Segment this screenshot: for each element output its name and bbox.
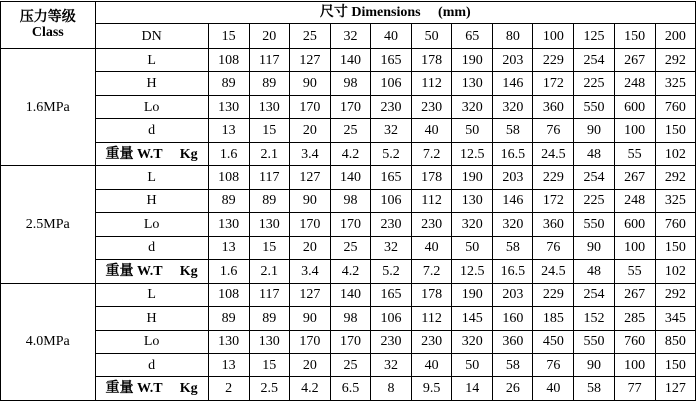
value-cell: 32 xyxy=(371,119,412,142)
value-cell: 117 xyxy=(249,283,289,306)
dimension-label: Lo xyxy=(95,213,208,236)
value-cell: 140 xyxy=(330,283,370,306)
value-cell: 360 xyxy=(533,95,574,118)
value-cell: 112 xyxy=(412,307,452,330)
dimensions-table xyxy=(0,1,696,401)
value-cell: 170 xyxy=(289,95,330,118)
value-cell: 130 xyxy=(208,95,249,118)
table-body xyxy=(1,2,696,401)
value-cell: 89 xyxy=(249,189,289,212)
dn-size-cell: 125 xyxy=(574,24,614,48)
value-cell: 58 xyxy=(493,236,533,259)
value-cell: 127 xyxy=(289,48,330,71)
value-cell: 90 xyxy=(289,307,330,330)
value-cell: 320 xyxy=(493,95,533,118)
header-row xyxy=(1,2,696,24)
value-cell: 230 xyxy=(371,330,412,353)
value-cell: 130 xyxy=(249,330,289,353)
dn-size-cell: 65 xyxy=(452,24,493,48)
value-cell: 248 xyxy=(614,72,655,95)
dimension-label: L xyxy=(95,48,208,71)
weight-label: 重量 W.T Kg xyxy=(95,377,208,401)
dimension-label: Lo xyxy=(95,330,208,353)
dn-size-cell: 32 xyxy=(330,24,370,48)
value-cell: 230 xyxy=(371,95,412,118)
value-cell: 170 xyxy=(289,330,330,353)
table-row xyxy=(1,213,696,236)
value-cell: 550 xyxy=(574,213,614,236)
value-cell: 225 xyxy=(574,72,614,95)
value-cell: 285 xyxy=(614,307,655,330)
dimension-label: Lo xyxy=(95,95,208,118)
value-cell: 40 xyxy=(533,377,574,401)
value-cell: 108 xyxy=(208,48,249,71)
value-cell: 170 xyxy=(330,95,370,118)
value-cell: 55 xyxy=(614,142,655,165)
value-cell: 9.5 xyxy=(412,377,452,401)
value-cell: 150 xyxy=(655,236,695,259)
value-cell: 15 xyxy=(249,354,289,377)
value-cell: 26 xyxy=(493,377,533,401)
value-cell: 760 xyxy=(655,213,695,236)
dimension-label: d xyxy=(95,236,208,259)
dimension-label: L xyxy=(95,283,208,306)
value-cell: 292 xyxy=(655,48,695,71)
value-cell: 140 xyxy=(330,48,370,71)
value-cell: 89 xyxy=(208,72,249,95)
value-cell: 450 xyxy=(533,330,574,353)
value-cell: 254 xyxy=(574,166,614,189)
value-cell: 25 xyxy=(330,236,370,259)
value-cell: 13 xyxy=(208,119,249,142)
value-cell: 600 xyxy=(614,95,655,118)
value-cell: 102 xyxy=(655,260,695,283)
value-cell: 58 xyxy=(493,119,533,142)
value-cell: 760 xyxy=(655,95,695,118)
value-cell: 15 xyxy=(249,236,289,259)
value-cell: 13 xyxy=(208,354,249,377)
value-cell: 40 xyxy=(412,119,452,142)
value-cell: 90 xyxy=(574,119,614,142)
value-cell: 20 xyxy=(289,236,330,259)
table-row xyxy=(1,48,696,71)
value-cell: 25 xyxy=(330,354,370,377)
dimension-label: H xyxy=(95,72,208,95)
value-cell: 89 xyxy=(208,307,249,330)
value-cell: 267 xyxy=(614,48,655,71)
value-cell: 76 xyxy=(533,236,574,259)
value-cell: 165 xyxy=(371,283,412,306)
value-cell: 130 xyxy=(249,95,289,118)
weight-label: 重量 W.T Kg xyxy=(95,142,208,165)
dn-size-cell: 100 xyxy=(533,24,574,48)
dn-row xyxy=(1,24,696,48)
value-cell: 229 xyxy=(533,166,574,189)
value-cell: 90 xyxy=(289,189,330,212)
value-cell: 127 xyxy=(289,166,330,189)
value-cell: 20 xyxy=(289,354,330,377)
dimension-label: H xyxy=(95,189,208,212)
value-cell: 203 xyxy=(493,166,533,189)
table-row xyxy=(1,142,696,165)
value-cell: 32 xyxy=(371,236,412,259)
value-cell: 90 xyxy=(574,236,614,259)
value-cell: 225 xyxy=(574,189,614,212)
value-cell: 267 xyxy=(614,283,655,306)
value-cell: 76 xyxy=(533,354,574,377)
value-cell: 172 xyxy=(533,72,574,95)
value-cell: 2.1 xyxy=(249,142,289,165)
table-row xyxy=(1,307,696,330)
value-cell: 178 xyxy=(412,48,452,71)
value-cell: 117 xyxy=(249,48,289,71)
value-cell: 190 xyxy=(452,48,493,71)
value-cell: 4.2 xyxy=(289,377,330,401)
value-cell: 15 xyxy=(249,119,289,142)
value-cell: 320 xyxy=(452,213,493,236)
table-row xyxy=(1,260,696,283)
value-cell: 12.5 xyxy=(452,142,493,165)
value-cell: 152 xyxy=(574,307,614,330)
value-cell: 230 xyxy=(412,95,452,118)
value-cell: 90 xyxy=(574,354,614,377)
value-cell: 117 xyxy=(249,166,289,189)
value-cell: 50 xyxy=(452,119,493,142)
value-cell: 230 xyxy=(371,213,412,236)
value-cell: 165 xyxy=(371,48,412,71)
value-cell: 5.2 xyxy=(371,260,412,283)
value-cell: 8 xyxy=(371,377,412,401)
value-cell: 230 xyxy=(412,213,452,236)
value-cell: 130 xyxy=(452,72,493,95)
value-cell: 550 xyxy=(574,330,614,353)
value-cell: 178 xyxy=(412,166,452,189)
value-cell: 172 xyxy=(533,189,574,212)
value-cell: 600 xyxy=(614,213,655,236)
value-cell: 14 xyxy=(452,377,493,401)
value-cell: 1.6 xyxy=(208,260,249,283)
value-cell: 98 xyxy=(330,189,370,212)
value-cell: 77 xyxy=(614,377,655,401)
value-cell: 1.6 xyxy=(208,142,249,165)
value-cell: 160 xyxy=(493,307,533,330)
pressure-class-cell: 4.0MPa xyxy=(1,283,96,400)
value-cell: 58 xyxy=(574,377,614,401)
value-cell: 112 xyxy=(412,72,452,95)
value-cell: 108 xyxy=(208,166,249,189)
value-cell: 170 xyxy=(330,213,370,236)
pressure-class-cell: 2.5MPa xyxy=(1,166,96,283)
dn-size-cell: 80 xyxy=(493,24,533,48)
table-row xyxy=(1,119,696,142)
dn-size-cell: 40 xyxy=(371,24,412,48)
value-cell: 130 xyxy=(452,189,493,212)
value-cell: 20 xyxy=(289,119,330,142)
value-cell: 165 xyxy=(371,166,412,189)
value-cell: 254 xyxy=(574,48,614,71)
dn-label: DN xyxy=(95,24,208,48)
value-cell: 4.2 xyxy=(330,260,370,283)
value-cell: 106 xyxy=(371,189,412,212)
table-row xyxy=(1,72,696,95)
value-cell: 360 xyxy=(493,330,533,353)
value-cell: 345 xyxy=(655,307,695,330)
value-cell: 150 xyxy=(655,354,695,377)
value-cell: 130 xyxy=(208,330,249,353)
value-cell: 90 xyxy=(289,72,330,95)
value-cell: 127 xyxy=(655,377,695,401)
value-cell: 2 xyxy=(208,377,249,401)
value-cell: 203 xyxy=(493,48,533,71)
value-cell: 89 xyxy=(249,307,289,330)
value-cell: 40 xyxy=(412,236,452,259)
value-cell: 325 xyxy=(655,72,695,95)
value-cell: 170 xyxy=(330,330,370,353)
value-cell: 98 xyxy=(330,72,370,95)
dimensions-title: 尺寸 Dimensions (mm) xyxy=(95,2,695,24)
value-cell: 2.1 xyxy=(249,260,289,283)
table-row xyxy=(1,236,696,259)
table-row xyxy=(1,95,696,118)
value-cell: 2.5 xyxy=(249,377,289,401)
value-cell: 130 xyxy=(208,213,249,236)
value-cell: 108 xyxy=(208,283,249,306)
value-cell: 229 xyxy=(533,283,574,306)
value-cell: 100 xyxy=(614,236,655,259)
dn-size-cell: 50 xyxy=(412,24,452,48)
value-cell: 5.2 xyxy=(371,142,412,165)
value-cell: 16.5 xyxy=(493,142,533,165)
value-cell: 150 xyxy=(655,119,695,142)
value-cell: 254 xyxy=(574,283,614,306)
value-cell: 40 xyxy=(412,354,452,377)
value-cell: 100 xyxy=(614,119,655,142)
value-cell: 7.2 xyxy=(412,142,452,165)
value-cell: 230 xyxy=(412,330,452,353)
value-cell: 320 xyxy=(452,330,493,353)
value-cell: 13 xyxy=(208,236,249,259)
value-cell: 127 xyxy=(289,283,330,306)
value-cell: 760 xyxy=(614,330,655,353)
value-cell: 98 xyxy=(330,307,370,330)
value-cell: 203 xyxy=(493,283,533,306)
table-row xyxy=(1,189,696,212)
dn-size-cell: 200 xyxy=(655,24,695,48)
table-row xyxy=(1,283,696,306)
value-cell: 229 xyxy=(533,48,574,71)
class-label-en: Class xyxy=(31,24,64,40)
value-cell: 106 xyxy=(371,307,412,330)
table-row xyxy=(1,330,696,353)
value-cell: 4.2 xyxy=(330,142,370,165)
value-cell: 50 xyxy=(452,236,493,259)
value-cell: 25 xyxy=(330,119,370,142)
value-cell: 24.5 xyxy=(533,142,574,165)
value-cell: 145 xyxy=(452,307,493,330)
value-cell: 3.4 xyxy=(289,260,330,283)
value-cell: 89 xyxy=(208,189,249,212)
value-cell: 190 xyxy=(452,166,493,189)
table-row xyxy=(1,354,696,377)
dimension-label: d xyxy=(95,354,208,377)
value-cell: 24.5 xyxy=(533,260,574,283)
value-cell: 130 xyxy=(249,213,289,236)
table-row xyxy=(1,166,696,189)
value-cell: 48 xyxy=(574,260,614,283)
dn-size-cell: 15 xyxy=(208,24,249,48)
class-header-cell xyxy=(1,2,96,49)
value-cell: 360 xyxy=(533,213,574,236)
dn-size-cell: 25 xyxy=(289,24,330,48)
value-cell: 58 xyxy=(493,354,533,377)
value-cell: 146 xyxy=(493,189,533,212)
value-cell: 170 xyxy=(289,213,330,236)
class-label-cn: 压力等级 xyxy=(19,9,76,25)
pressure-class-cell: 1.6MPa xyxy=(1,48,96,165)
value-cell: 7.2 xyxy=(412,260,452,283)
value-cell: 16.5 xyxy=(493,260,533,283)
value-cell: 267 xyxy=(614,166,655,189)
value-cell: 6.5 xyxy=(330,377,370,401)
value-cell: 178 xyxy=(412,283,452,306)
value-cell: 292 xyxy=(655,283,695,306)
value-cell: 112 xyxy=(412,189,452,212)
dn-size-cell: 150 xyxy=(614,24,655,48)
table-row xyxy=(1,377,696,401)
value-cell: 55 xyxy=(614,260,655,283)
dimension-label: L xyxy=(95,166,208,189)
value-cell: 50 xyxy=(452,354,493,377)
value-cell: 48 xyxy=(574,142,614,165)
dimension-label: H xyxy=(95,307,208,330)
value-cell: 320 xyxy=(493,213,533,236)
value-cell: 12.5 xyxy=(452,260,493,283)
value-cell: 325 xyxy=(655,189,695,212)
value-cell: 3.4 xyxy=(289,142,330,165)
value-cell: 89 xyxy=(249,72,289,95)
value-cell: 32 xyxy=(371,354,412,377)
value-cell: 292 xyxy=(655,166,695,189)
value-cell: 100 xyxy=(614,354,655,377)
value-cell: 850 xyxy=(655,330,695,353)
dn-size-cell: 20 xyxy=(249,24,289,48)
value-cell: 550 xyxy=(574,95,614,118)
value-cell: 102 xyxy=(655,142,695,165)
value-cell: 140 xyxy=(330,166,370,189)
weight-label: 重量 W.T Kg xyxy=(95,260,208,283)
value-cell: 185 xyxy=(533,307,574,330)
value-cell: 248 xyxy=(614,189,655,212)
value-cell: 320 xyxy=(452,95,493,118)
value-cell: 146 xyxy=(493,72,533,95)
dimension-label: d xyxy=(95,119,208,142)
value-cell: 190 xyxy=(452,283,493,306)
value-cell: 76 xyxy=(533,119,574,142)
value-cell: 106 xyxy=(371,72,412,95)
